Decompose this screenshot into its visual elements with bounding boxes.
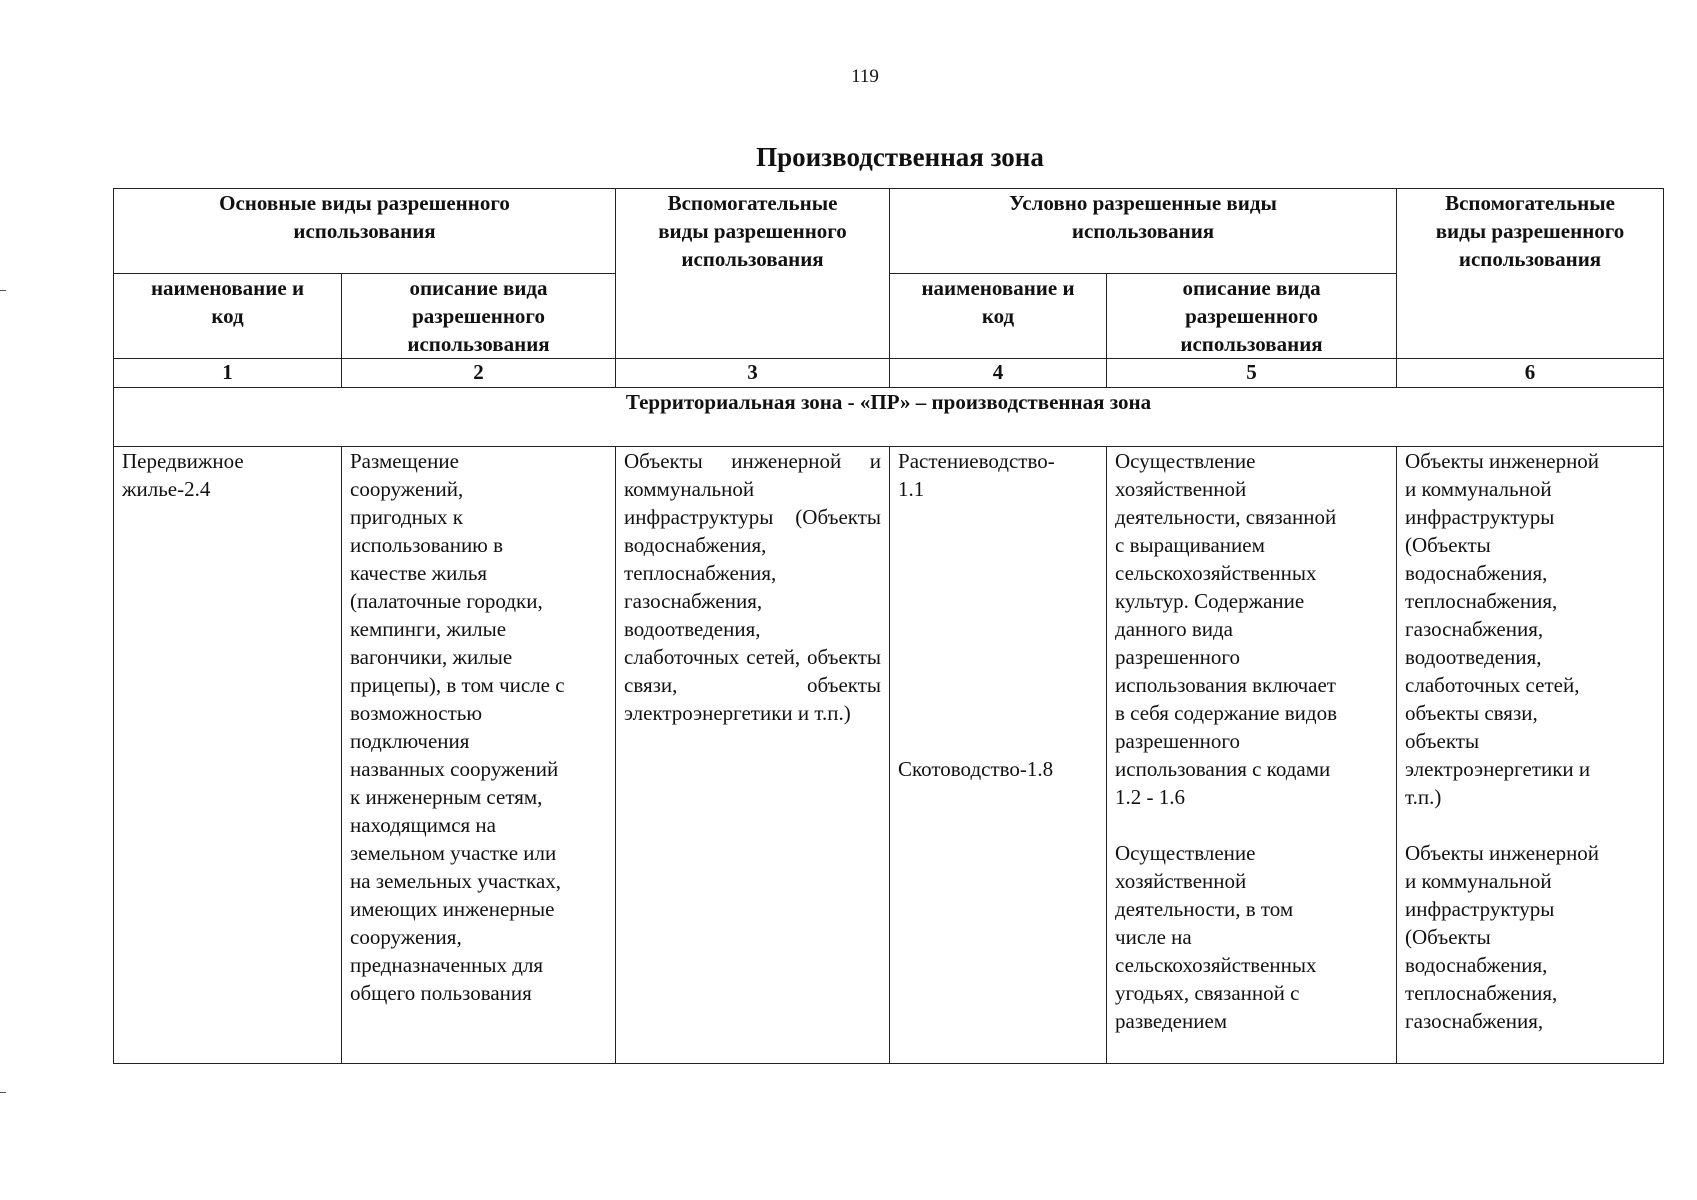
conditional-use-descriptions <box>1107 447 1397 1064</box>
column-number: 2 <box>342 359 616 388</box>
column-number-row <box>114 359 1664 388</box>
zone-title: Территориальная зона - «ПР» – производственная зона <box>114 388 1664 447</box>
conditional-use-description: Осуществление хозяйственной деятельности, связанной с выращиванием сельскохозяйственных культур. Содержание данного вида разрешенного использования включает в себя содержание видов разрешенного использования с кодами 1.2 - 1.6 <box>1115 449 1338 809</box>
group-header-main: Основные виды разрешенного использования <box>114 189 616 274</box>
table-row <box>114 447 1664 1064</box>
column-number: 5 <box>1107 359 1397 388</box>
group-header-conditional: Условно разрешенные виды использования <box>890 189 1397 274</box>
column-header-name-code: наименование и код <box>890 274 1107 359</box>
aux-objects-list: Объекты инженерной и коммунальной инфраструктуры (Объекты водоснабжения, теплоснабжения, газоснабжения, водоотведения, слаботочных сетей, объекты связи, объекты электроэнергетики и т.п.) <box>616 447 890 1064</box>
group-header-aux-conditional: Вспомогательные виды разрешенного использования <box>1397 189 1664 359</box>
conditional-use-name: Растениеводство- 1.1 <box>898 449 1055 501</box>
conditional-use-name: Скотоводство-1.8 <box>898 757 1054 781</box>
column-header-description: описание вида разрешенного использования <box>1107 274 1397 359</box>
zone-title-row <box>114 388 1664 447</box>
main-use-name: Передвижное жилье-2.4 <box>114 447 342 1064</box>
land-use-table <box>113 188 1664 1064</box>
conditional-aux-objects-list: Объекты инженерной и коммунальной инфраструктуры (Объекты водоснабжения, теплоснабжения, газоснабжения, водоотведения, слаботочных сетей, объекты связи, объекты электроэнергетики и т.п.) <box>1405 449 1600 809</box>
column-header-description: описание вида разрешенного использования <box>342 274 616 359</box>
group-header-row <box>114 189 1664 274</box>
page-number: 119 <box>851 66 879 87</box>
margin-mark <box>0 290 6 291</box>
margin-mark <box>0 1092 6 1093</box>
conditional-use-description: Осуществление хозяйственной деятельности, в том числе на сельскохозяйственных угодьях, связанной с разведением <box>1115 841 1317 1033</box>
column-number: 6 <box>1397 359 1664 388</box>
conditional-aux-objects-list: Объекты инженерной и коммунальной инфраструктуры (Объекты водоснабжения, теплоснабжения, газоснабжения, <box>1405 841 1600 1033</box>
group-header-aux: Вспомогательные виды разрешенного использования <box>616 189 890 359</box>
page-title: Производственная зона <box>756 142 1044 172</box>
column-number: 3 <box>616 359 890 388</box>
column-number: 1 <box>114 359 342 388</box>
main-use-description: Размещение сооружений, пригодных к использованию в качестве жилья (палаточные городки, кемпинги, жилые вагончики, жилые прицепы), в том числе с возможностью подключения названных сооружений к инженерным сетям, находящимся на земельном участке или на земельных участках, имеющих инженерные сооружения, предназначенных для общего пользования <box>342 447 616 1064</box>
conditional-aux-objects <box>1397 447 1664 1064</box>
column-number: 4 <box>890 359 1107 388</box>
conditional-use-names <box>890 447 1107 1064</box>
column-header-name-code: наименование и код <box>114 274 342 359</box>
